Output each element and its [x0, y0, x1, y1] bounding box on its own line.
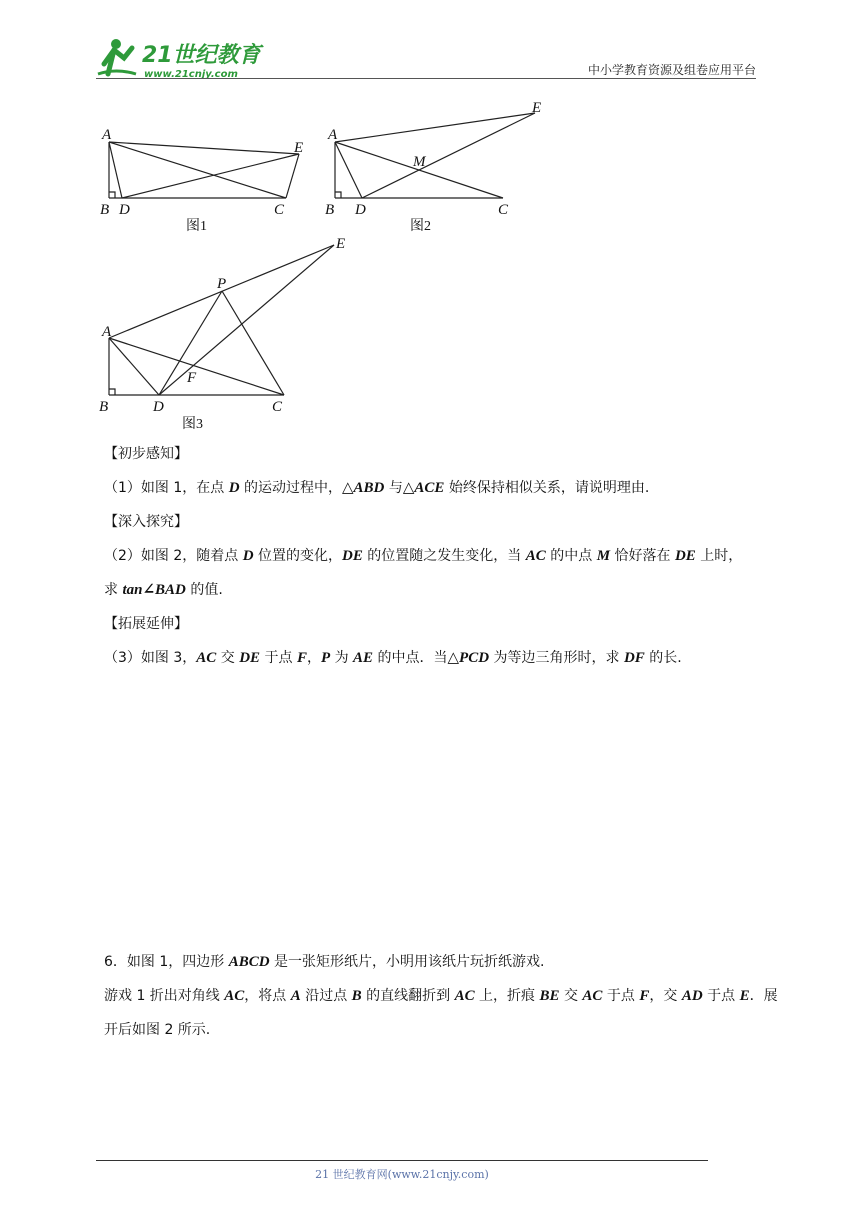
header-divider [96, 78, 756, 79]
footer-link[interactable]: 21 世纪教育网(www.21cnjy.com) [315, 1168, 489, 1181]
question-3: （3）如图 3，AC 交 DE 于点 F，P 为 AE 的中点．当△PCD 为等边三角形时，求 DF 的长. [104, 650, 682, 666]
fig2-label-M: M [413, 154, 426, 170]
logo-subtext: www.21cnjy.com [144, 69, 238, 80]
runner-icon [98, 39, 136, 74]
fig2-label-E: E [532, 100, 542, 116]
fig3-label-P: P [217, 276, 227, 292]
fig3-caption: 图3 [182, 417, 203, 432]
fig2-label-B: B [325, 202, 335, 218]
fig2-caption: 图2 [410, 219, 431, 234]
logo-text: 21世纪教育 [142, 43, 261, 68]
question-6-line-1: 6．如图 1，四边形 ABCD 是一张矩形纸片，小明用该纸片玩折纸游戏. [104, 954, 545, 970]
fig1-label-D: D [119, 202, 130, 218]
fig2-label-C: C [498, 202, 509, 218]
fig1-label-C: C [274, 202, 285, 218]
figure-2 [322, 98, 552, 234]
figure-3 [96, 232, 356, 434]
logo [96, 34, 266, 82]
fig1-label-A: A [102, 127, 112, 143]
fig3-label-A: A [102, 324, 112, 340]
fig2-label-D: D [355, 202, 366, 218]
fig3-label-F: F [187, 370, 197, 386]
fig1-label-B: B [100, 202, 110, 218]
fig3-label-D: D [153, 399, 164, 415]
footer-divider [96, 1160, 708, 1161]
question-2-line-2: 求 tan∠BAD 的值. [104, 582, 223, 598]
question-1: （1）如图 1，在点 D 的运动过程中，△ABD 与△ACE 始终保持相似关系，请说明理由. [104, 480, 650, 496]
fig3-label-C: C [272, 399, 283, 415]
fig1-label-E: E [294, 140, 304, 156]
question-6-line-3: 开后如图 2 所示. [104, 1022, 211, 1038]
figure-1 [96, 122, 316, 234]
question-6-line-2: 游戏 1 折出对角线 AC，将点 A 沿过点 B 的直线翻折到 AC 上，折痕 BE 交 AC 于点 F，交 AD 于点 E．展 [104, 988, 778, 1004]
question-2-line-1: （2）如图 2，随着点 D 位置的变化，DE 的位置随之发生变化，当 AC 的中点 M 恰好落在 DE 上时， [104, 548, 743, 564]
fig1-caption: 图1 [186, 219, 207, 234]
fig2-label-A: A [328, 127, 338, 143]
section-title-initial: 【初步感知】 [104, 446, 188, 462]
fig3-label-B: B [99, 399, 109, 415]
section-title-explore: 【深入探究】 [104, 514, 188, 530]
fig3-label-E: E [336, 236, 346, 252]
section-title-extend: 【拓展延伸】 [104, 616, 188, 632]
header-platform-name: 中小学教育资源及组卷应用平台 [587, 63, 756, 77]
